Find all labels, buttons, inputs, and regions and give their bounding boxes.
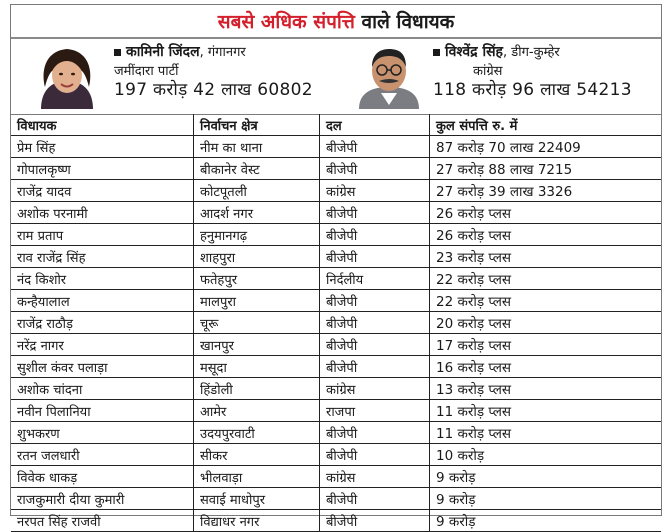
cell-total-assets: 9 करोड़ <box>430 488 662 510</box>
cell-mla-name: अशोक चांदना <box>11 378 194 400</box>
cell-party: बीजेपी <box>320 158 430 180</box>
cell-mla-name: कन्हैयालाल <box>11 290 194 312</box>
cell-constituency: उदयपुरवाटी <box>194 422 320 444</box>
cell-constituency: हनुमानगढ़ <box>194 224 320 246</box>
cell-mla-name: राजेंद्र राठौड़ <box>11 312 194 334</box>
title-divider <box>11 37 661 39</box>
article-frame <box>10 4 662 530</box>
table-row <box>11 444 661 466</box>
cell-constituency: मसूदा <box>194 356 320 378</box>
cell-party: बीजेपी <box>320 246 430 268</box>
title-bar <box>11 5 661 39</box>
cell-party: बीजेपी <box>320 202 430 224</box>
table-row <box>11 246 661 268</box>
profile-card-1 <box>31 41 349 113</box>
cell-total-assets: 26 करोड़ प्लस <box>430 224 662 246</box>
profile-name-line <box>114 43 313 62</box>
bullet-square-icon <box>433 49 440 56</box>
cell-total-assets: 17 करोड़ प्लस <box>430 334 662 356</box>
table-row <box>11 466 661 488</box>
cell-total-assets: 11 करोड़ प्लस <box>430 422 662 444</box>
cell-mla-name: राव राजेंद्र सिंह <box>11 246 194 268</box>
cell-party: बीजेपी <box>320 334 430 356</box>
cell-mla-name: गोपालकृष्ण <box>11 158 194 180</box>
mla-name: कामिनी जिंदल <box>126 44 200 60</box>
table-body <box>11 136 661 532</box>
cell-constituency: सवाई माधोपुर <box>194 488 320 510</box>
table-row <box>11 180 661 202</box>
cell-total-assets: 26 करोड़ प्लस <box>430 202 662 224</box>
cell-party: बीजेपी <box>320 488 430 510</box>
constituency: , गंगानगर <box>199 45 246 60</box>
column-header-party: दल <box>320 115 430 136</box>
table-row <box>11 312 661 334</box>
cell-total-assets: 22 करोड़ प्लस <box>430 290 662 312</box>
column-header-constituency: निर्वाचन क्षेत्र <box>194 115 320 136</box>
table-row <box>11 224 661 246</box>
cell-total-assets: 27 करोड़ 39 लाख 3326 <box>430 180 662 202</box>
cell-constituency: फतेहपुर <box>194 268 320 290</box>
table-row <box>11 422 661 444</box>
cell-total-assets: 23 करोड़ प्लस <box>430 246 662 268</box>
cell-total-assets: 22 करोड़ प्लस <box>430 268 662 290</box>
cell-total-assets: 27 करोड़ 88 लाख 7215 <box>430 158 662 180</box>
cell-party: बीजेपी <box>320 312 430 334</box>
cell-constituency: शाहपुरा <box>194 246 320 268</box>
table-row <box>11 290 661 312</box>
cell-total-assets: 20 करोड़ प्लस <box>430 312 662 334</box>
table-row <box>11 202 661 224</box>
table-row <box>11 334 661 356</box>
profile-strip <box>11 41 661 113</box>
cell-party: बीजेपी <box>320 290 430 312</box>
table-row <box>11 356 661 378</box>
cell-constituency: कोटपूतली <box>194 180 320 202</box>
cell-constituency: नीम का थाना <box>194 136 320 158</box>
cell-mla-name: नरपत सिंह राजवी <box>11 510 194 532</box>
cell-mla-name: अशोक परनामी <box>11 202 194 224</box>
cell-party: बीजेपी <box>320 224 430 246</box>
cell-mla-name: राजेंद्र यादव <box>11 180 194 202</box>
cell-mla-name: सुशील कंवर पलाड़ा <box>11 356 194 378</box>
table-row <box>11 378 661 400</box>
party-name: जमींदारा पार्टी <box>114 64 179 79</box>
cell-mla-name: विवेक धाकड़ <box>11 466 194 488</box>
cell-mla-name: प्रेम सिंह <box>11 136 194 158</box>
table-row <box>11 158 661 180</box>
cell-total-assets: 13 करोड़ प्लस <box>430 378 662 400</box>
assets-table <box>11 114 661 532</box>
mla-name: विश्वेंद्र सिंह <box>445 44 503 60</box>
profile-text-2 <box>433 43 632 100</box>
constituency: , डीग-कुम्हेर <box>502 45 560 60</box>
profile-card-2 <box>353 41 653 113</box>
bullet-square-icon <box>114 49 121 56</box>
cell-party: कांग्रेस <box>320 180 430 202</box>
profile-text-1 <box>114 43 313 100</box>
cell-total-assets: 9 करोड़ <box>430 510 662 532</box>
cell-party: कांग्रेस <box>320 466 430 488</box>
cell-constituency: चूरू <box>194 312 320 334</box>
cell-mla-name: रतन जलधारी <box>11 444 194 466</box>
cell-party: राजपा <box>320 400 430 422</box>
mla-photo-1 <box>31 41 103 109</box>
column-header-assets: कुल संपत्ति रु. में <box>430 115 662 136</box>
cell-party: कांग्रेस <box>320 378 430 400</box>
total-assets: 118 करोड़ 96 लाख 54213 <box>433 80 632 100</box>
table-row <box>11 136 661 158</box>
table-row <box>11 400 661 422</box>
cell-mla-name: नरेंद्र नागर <box>11 334 194 356</box>
cell-party: बीजेपी <box>320 510 430 532</box>
cell-constituency: खानपुर <box>194 334 320 356</box>
cell-total-assets: 87 करोड़ 70 लाख 22409 <box>430 136 662 158</box>
cell-constituency: हिंडोली <box>194 378 320 400</box>
page-title <box>218 5 454 39</box>
cell-constituency: विद्याधर नगर <box>194 510 320 532</box>
total-assets: 197 करोड़ 42 लाख 60802 <box>114 80 313 100</box>
cell-total-assets: 16 करोड़ प्लस <box>430 356 662 378</box>
cell-total-assets: 11 करोड़ प्लस <box>430 400 662 422</box>
cell-mla-name: शुभकरण <box>11 422 194 444</box>
cell-constituency: भीलवाड़ा <box>194 466 320 488</box>
table-header-row <box>11 115 661 136</box>
cell-total-assets: 9 करोड़ <box>430 466 662 488</box>
column-header-mla: विधायक <box>11 115 194 136</box>
mla-photo-2 <box>353 41 425 109</box>
cell-constituency: मालपुरा <box>194 290 320 312</box>
cell-mla-name: नंद किशोर <box>11 268 194 290</box>
party-name: कांग्रेस <box>473 64 503 79</box>
cell-mla-name: राजकुमारी दीया कुमारी <box>11 488 194 510</box>
title-highlight: सबसे अधिक संपत्ति <box>217 11 355 33</box>
cell-mla-name: नवीन पिलानिया <box>11 400 194 422</box>
cell-party: बीजेपी <box>320 422 430 444</box>
profile-name-line <box>433 43 632 62</box>
cell-mla-name: राम प्रताप <box>11 224 194 246</box>
title-rest: वाले विधायक <box>354 11 455 33</box>
cell-party: निर्दलीय <box>320 268 430 290</box>
cell-total-assets: 10 करोड़ <box>430 444 662 466</box>
cell-party: बीजेपी <box>320 444 430 466</box>
cell-constituency: सीकर <box>194 444 320 466</box>
cell-constituency: आमेर <box>194 400 320 422</box>
cell-constituency: आदर्श नगर <box>194 202 320 224</box>
cell-constituency: बीकानेर वेस्ट <box>194 158 320 180</box>
cell-party: बीजेपी <box>320 136 430 158</box>
table-row <box>11 268 661 290</box>
table-row <box>11 488 661 510</box>
cell-party: बीजेपी <box>320 356 430 378</box>
